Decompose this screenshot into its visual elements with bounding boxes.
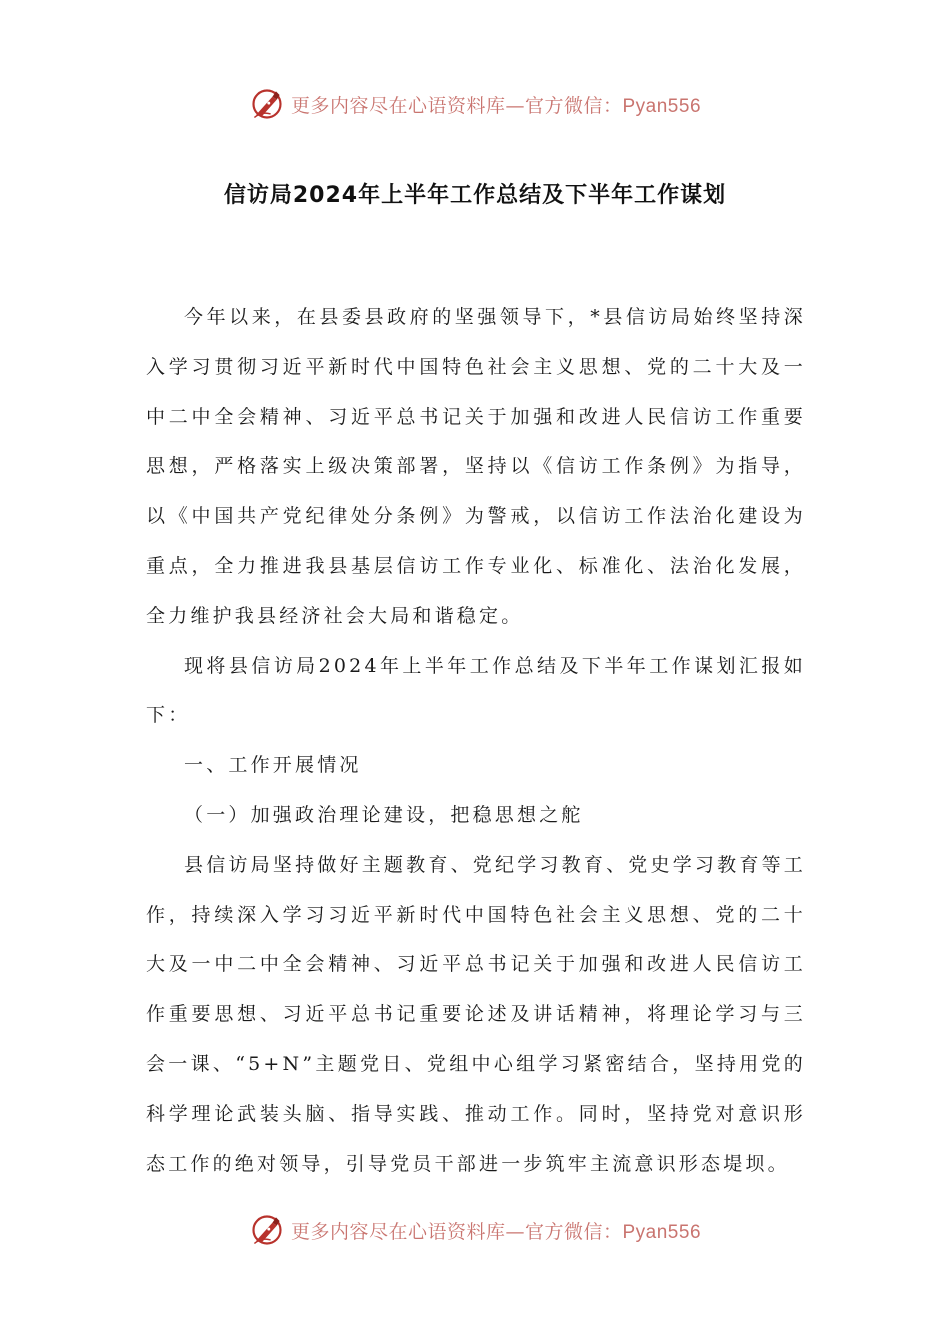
- document-body: [146, 293, 806, 1189]
- subsection-heading-1: （一）加强政治理论建设，把稳思想之舵: [184, 803, 584, 826]
- section-heading-1: 一、工作开展情况: [184, 754, 362, 777]
- watermark-wechat-id: Pyan556: [622, 1221, 702, 1243]
- paragraph-political-theory: 县信访局坚持做好主题教育、党纪学习教育、党史学习教育等工作，持续深入学习习近平新时代中国特色社会主义思想、党的二十大及一中二中全会精神、习近平总书记关于加强和改进人民信访工作重要思想、习近平总书记重要论述及讲话精神，将理论学习与三会一课、“5+N”主题党日、党组中心组学习紧密结合，坚持用党的科学理论武装头脑、指导实践、推动工作。同时，坚持党对意识形态工作的绝对领导，引导党员干部进一步筑牢主流意识形态堤坝。: [146, 853, 806, 1175]
- watermark-wechat-id: Pyan556: [622, 95, 702, 117]
- pen-nib-circle-icon: [249, 86, 285, 122]
- pen-nib-circle-icon: [249, 1212, 285, 1248]
- paragraph-report: 现将县信访局2024年上半年工作总结及下半年工作谋划汇报如下：: [146, 654, 806, 727]
- watermark-text-cn: 更多内容尽在心语资料库—官方微信：: [290, 94, 623, 117]
- watermark-text-cn: 更多内容尽在心语资料库—官方微信：: [290, 1220, 623, 1243]
- document-title: 信访局2024年上半年工作总结及下半年工作谋划: [223, 183, 727, 208]
- watermark-text: [291, 91, 701, 118]
- paragraph-intro: 今年以来，在县委县政府的坚强领导下，*县信访局始终坚持深入学习贯彻习近平新时代中国特色社会主义思想、党的二十大及一中二中全会精神、习近平总书记关于加强和改进人民信访工作重要思想，严格落实上级决策部署，坚持以《信访工作条例》为指导，以《中国共产党纪律处分条例》为警戒，以信访工作法治化建设为重点，全力推进我县基层信访工作专业化、标准化、法治化发展，全力维护我县经济社会大局和谐稳定。: [146, 306, 806, 627]
- watermark-text: [291, 1217, 701, 1244]
- footer-watermark: [0, 1210, 950, 1250]
- header-watermark: [0, 84, 950, 124]
